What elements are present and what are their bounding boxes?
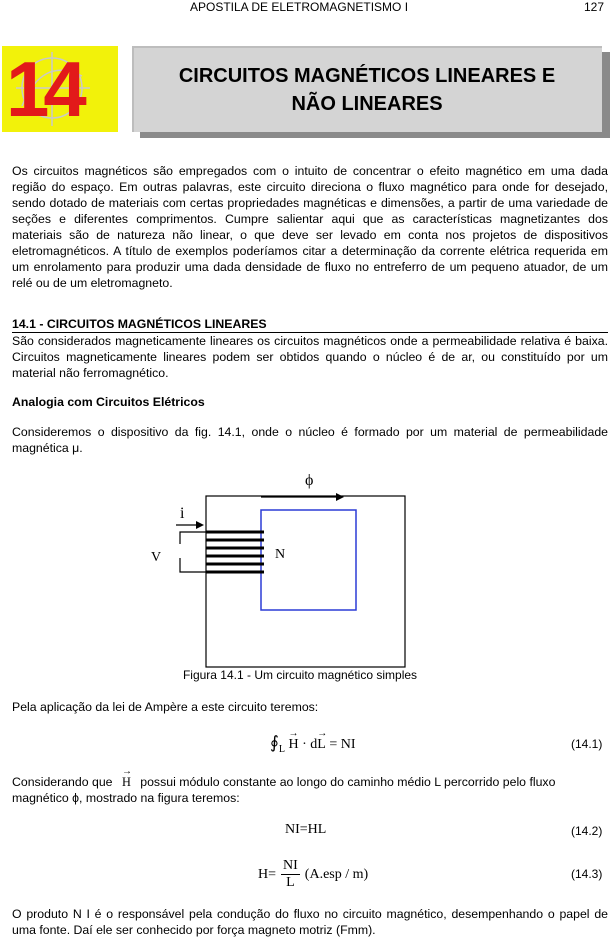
constant-paragraph-b: possui módulo constante ao longo do caminho médio L percorrido pelo fluxo (140, 775, 556, 789)
equation-number-14-1: (14.1) (571, 737, 603, 751)
equation-14-3-unit: (A.esp / m) (304, 866, 369, 882)
equation-14-2: NI=HL (285, 822, 327, 837)
label-phi: ϕ (305, 472, 314, 489)
equation-14-1-rhs: = NI (329, 737, 356, 752)
final-paragraph: O produto N I é o responsável pela condução do fluxo no circuito magnético, desempenhando o papel de uma fonte. Daí ele ser conhecido por força magneto motriz (Fmm). (12, 907, 608, 937)
equation-number-14-3: (14.3) (571, 867, 603, 881)
chapter-title-line2: NÃO LINEARES (291, 93, 443, 115)
fraction-numerator: NI (283, 858, 298, 873)
equation-14-1 (270, 728, 356, 755)
oint-symbol: ∮ (270, 733, 279, 752)
constant-paragraph-line1 (12, 766, 556, 790)
constant-paragraph-line2: magnético ϕ, mostrado na figura teremos: (12, 791, 240, 805)
equation-number-14-2: (14.2) (571, 824, 603, 838)
vector-dL (310, 728, 328, 753)
dot-operator: · (302, 737, 307, 752)
running-header-title: APOSTILA DE ELETROMAGNETISMO I (190, 0, 409, 14)
core-outer (206, 496, 405, 667)
intro-paragraph: Os circuitos magnéticos são empregados com o intuito de concentrar o efeito magnético em uma dada região do espaço. Em outras palavras, este circuito direciona o fluxo magnético para onde for desejado, sendo dotado de materiais com certas propriedades magnéticas e dimensões, a partir de uma variedade de seções e diferentes comprimentos. Cumpre salientar aqui que as características magnetizantes dos materiais são de natureza não linear, o que deve ser levado em conta nos projetos de dispositivos eletromagnéticos. A título de exemplos poderíamos citar a determinação da corrente elétrica requerida em um enrolamento para produzir uma dada densidade de fluxo no entreferro de um pequeno atuador, de um relé ou de um eletromagneto. (12, 164, 608, 290)
subsection-heading: Analogia com Circuitos Elétricos (12, 395, 205, 409)
vector-H-arrow: → (288, 728, 299, 739)
vector-H (288, 728, 299, 753)
vector-dL-arrow: → (317, 728, 328, 739)
constant-paragraph-a: Considerando que (12, 775, 113, 789)
inline-vector-H-letter: H (121, 775, 131, 789)
fraction-denominator: L (286, 875, 295, 890)
coil-winding (206, 532, 264, 572)
figure-caption: Figura 14.1 - Um circuito magnético simples (182, 668, 418, 682)
inline-vector-H-arrow: → (121, 766, 132, 777)
bottom-lead (180, 558, 206, 572)
label-V: V (151, 550, 162, 565)
subsection-paragraph: Consideremos o dispositivo da fig. 14.1, onde o núcleo é formado por um material de permeabilidade magnética μ. (12, 425, 608, 455)
label-i: i (180, 505, 185, 522)
inline-vector-H (121, 766, 132, 790)
section-heading: 14.1 - CIRCUITOS MAGNÉTICOS LINEARES (12, 317, 267, 331)
chapter-title-line1: CIRCUITOS MAGNÉTICOS LINEARES E (178, 65, 556, 87)
equation-14-3 (258, 858, 368, 891)
vector-dL-letters: dL (310, 737, 326, 752)
ampere-paragraph: Pela aplicação da lei de Ampère a este circuito teremos: (12, 700, 319, 714)
equation-14-3-lhs: H= (258, 866, 277, 882)
top-lead (180, 532, 206, 544)
oint-subscript: L (278, 743, 285, 755)
flux-arrowhead (336, 493, 344, 501)
chapter-number: 14 (6, 45, 81, 133)
chapter-title (132, 62, 602, 118)
section-paragraph: São considerados magneticamente lineares os circuitos magnéticos onde a permeabilidade relativa é baixa. Circuitos magneticamente lineares podem ser obtidos quando o núcleo é de ar, ou constituído por um material não ferromagnético. (12, 334, 608, 380)
magnetic-circuit-figure (0, 468, 610, 668)
page-number: 127 (584, 0, 605, 14)
current-arrowhead (196, 521, 204, 529)
vector-H-letter: H (288, 737, 299, 752)
label-N: N (275, 547, 286, 562)
fraction (281, 858, 300, 891)
